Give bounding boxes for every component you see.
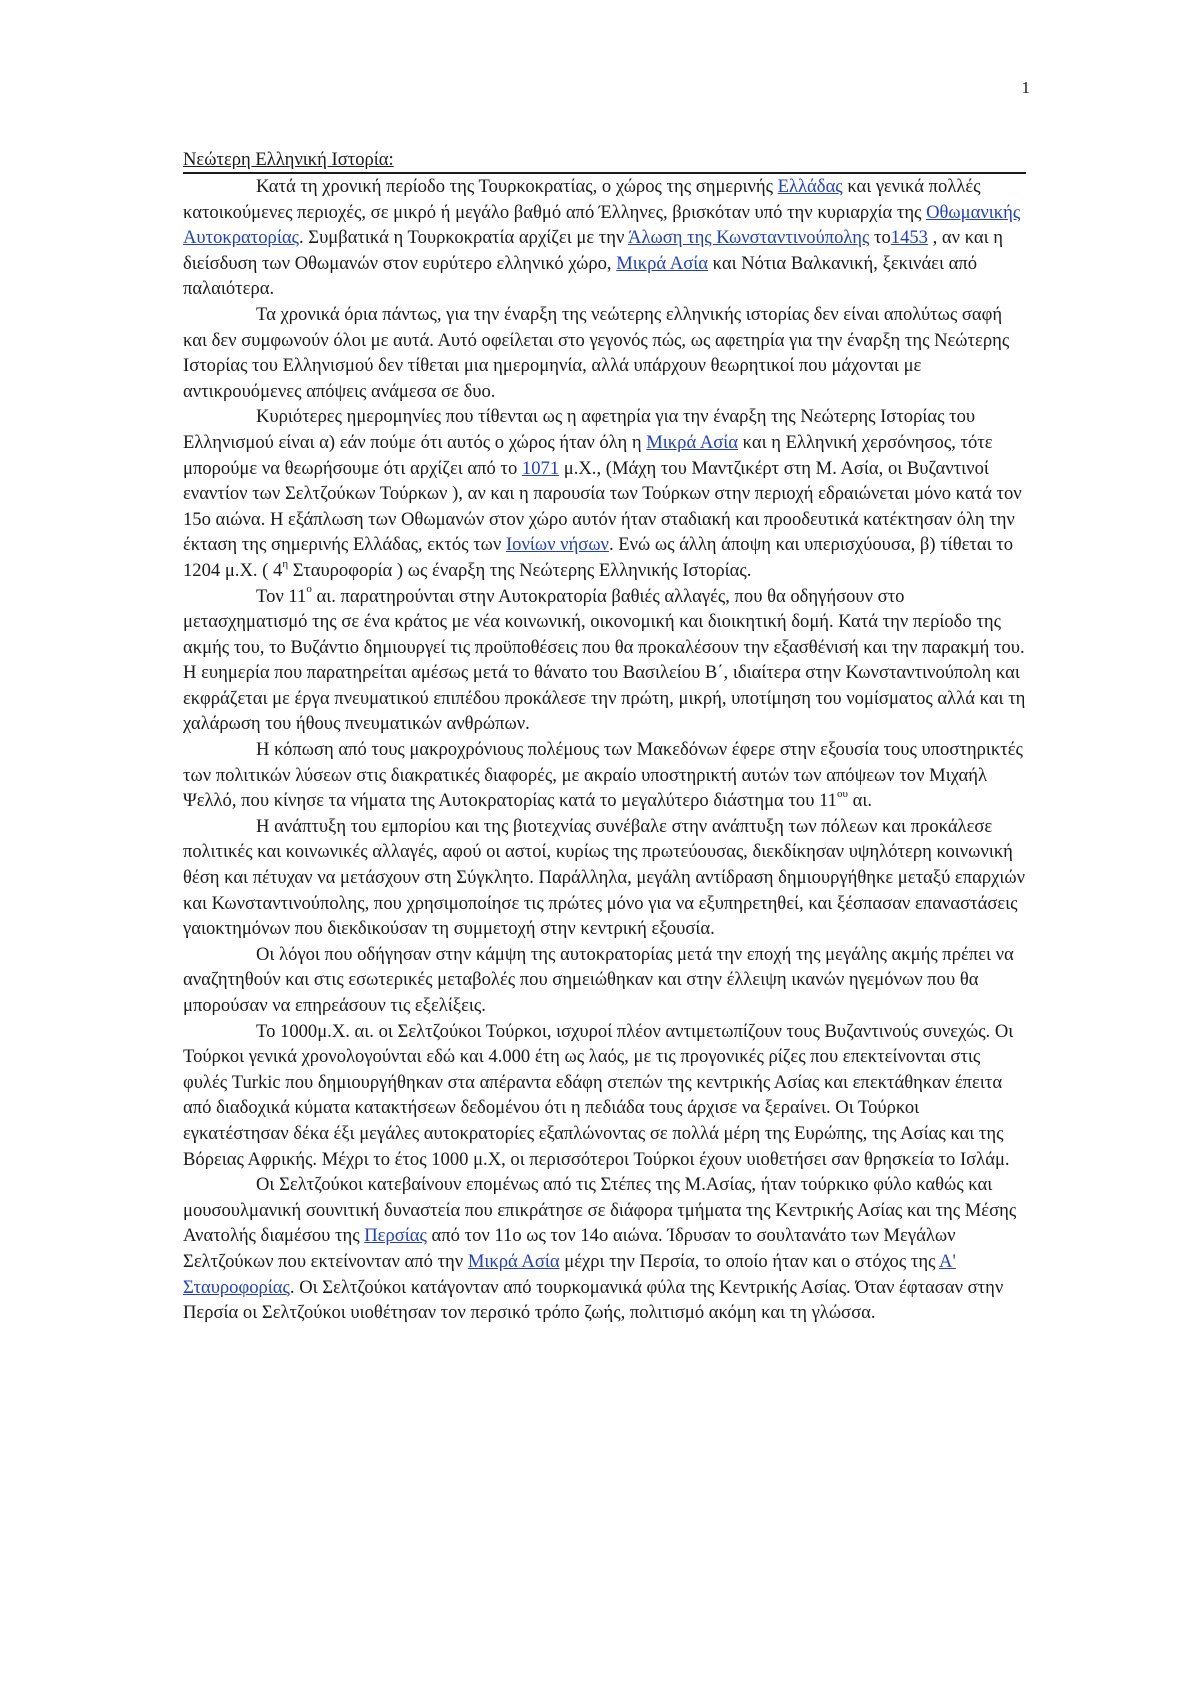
link-othomaniki-aftokratoria[interactable]: Οθωμανικής Αυτοκρατορίας <box>183 201 1021 249</box>
link-ionia-nisia[interactable]: Ιονίων νήσων <box>505 534 609 556</box>
link-alosi-konstantinoupolis[interactable]: Άλωση της Κωνσταντινούπολης <box>628 227 870 249</box>
link-mikra-asia[interactable]: Μικρά Ασία <box>646 431 739 453</box>
paragraph-8: Το 1000μ.Χ. αι. οι Σελτζούκοι Τούρκοι, ισχυροί πλέον αντιμετωπίζουν τους Βυζαντινούς συνεχώς. Οι Τούρκοι γενικά χρονολογούνται εδώ και 4.000 έτη ως λαός, με τις προγονικές ρίζες που επεκτείνονται στις φυλές Turkic που δημιουργήθηκαν στα απέραντα εδάφη στεπών της κεντρικής Ασίας και επεκτάθηκαν έπειτα από διαδοχικά κύματα κατακτήσεων δεδομένου ότι η πεδιάδα τους άρχισε να ξεραίνει. Οι Τούρκοι εγκατέστησαν δέκα έξι μεγάλες αυτοκρατορίες εξαπλώνοντας σε πολλά μέρη της Ευρώπης, της Ασίας και της Βόρειας Αφρικής. Μέχρι το έτος 1000 μ.Χ, οι περισσότεροι Τούρκοι έχουν υιοθετήσει σαν θρησκεία το Ισλάμ. <box>183 1020 1014 1170</box>
paragraph-2: Τα χρονικά όρια πάντως, για την έναρξη της νεώτερης ελληνικής ιστορίας δεν είναι απολύτως σαφή και δεν συμφωνούν όλοι με αυτά. Αυτό οφείλεται στο γεγονός πώς, ως αφετηρία για την έναρξη της Νεώτερης Ιστορίας του Ελληνισμού δεν τίθεται μια ημερομηνία, αλλά υπάρχουν θεωρητικοί που μάχονται με αντικρουόμενες απόψεις ανάμεσα σε δυο. <box>183 303 1010 402</box>
paragraph-1: Κατά τη χρονική περίοδο της Τουρκοκρατίας, ο χώρος της σημερινής Ελλάδας και γενικά πολλές κατοικούμενες περιοχές, σε μικρό ή μεγάλο βαθμό από Έλληνες, βρισκόταν υπό την κυριαρχία της Οθωμανικής Αυτοκρατορίας. Συμβατικά η Τουρκοκρατία αρχίζει με την Άλωση της Κωνσταντινούπολης το1453 , αν και η διείσδυση των Οθωμανών στον ευρύτερο ελληνικό χώρο, Μικρά Ασία και Νότια Βαλκανική, ξεκινάει από παλαιότερα. <box>183 176 1021 300</box>
link-1453[interactable]: 1453 <box>890 227 928 249</box>
paragraph-5: Η κόπωση από τους μακροχρόνιους πολέμους των Μακεδόνων έφερε στην εξουσία τους υποστηρικτές των πολιτικών λύσεων στις διακρατικές διαφορές, με ακραίο υποστηρικτή αυτών των απόψεων τον Μιχαήλ Ψελλό, που κίνησε τα νήματα της Αυτοκρατορίας κατά το μεγαλύτερο διάστημα του $11^{o\upsilon}$ αι. <box>183 739 1023 812</box>
paragraph-6: Η ανάπτυξη του εμπορίου και της βιοτεχνίας συνέβαλε στην ανάπτυξη των πόλεων και προκάλεσε πολιτικές και κοινωνικές αλλαγές, αφού οι αστοί, κυρίως της πρωτεύουσας, διεκδίκησαν υψηλότερη κοινωνική θέση και πέτυχαν να μετάσχουν στη Σύγκλητο. Παράλληλα, μεγάλη αντίδραση δημιουργήθηκε μεταξύ επαρχιών και Κωνσταντινούπολης, που χρησιμοποίησε τις πρώτες μόνο για να εξυπηρετηθεί, και ξέσπασαν επαναστάσεις γαιοκτημόνων που διεκδικούσαν τη συμμετοχή στην κεντρική εξουσία. <box>183 815 1026 940</box>
link-persia[interactable]: Περσίας <box>364 1225 427 1247</box>
page-number: 1 <box>1021 78 1030 97</box>
link-1071[interactable]: 1071 <box>521 457 560 479</box>
paragraph-4: Τον $11^o$ αι. παρατηρούνται στην Αυτοκρατορία βαθιές αλλαγές, που θα οδηγήσουν στο μετασχηματισμό της σε ένα κράτος με νέα κοινωνική, οικονομική και διοικητική δομή. Κατά την περίοδο της ακμής του, το Βυζάντιο δημιουργεί τις προϋποθέσεις που θα προκαλέσουν την εξασθένισή και την παρακμή του. Η ευημερία που παρατηρείται αμέσως μετά το θάνατο του Βασιλείου Β΄, ιδιαίτερα στην Κωνσταντινούπολη και εκφράζεται με έργα πνευματικού επιπέδου προκάλεσε την πρώτη, μικρή, υποτίμηση του νομίσματος αλλά και τη χαλάρωση του ήθους πνευματικών ανθρώπων. <box>183 583 1026 735</box>
document-body <box>183 148 1026 1326</box>
link-ellada[interactable]: Ελλάδας <box>777 176 843 197</box>
paragraph-3: Κυριότερες ημερομηνίες που τίθενται ως η αφετηρία για την έναρξη της Νεώτερης Ιστορίας του Ελληνισμού είναι α) εάν πούμε ότι αυτός ο χώρος ήταν όλη η Μικρά Ασία και η Ελληνική χερσόνησος, τότε μπορούμε να θεωρήσουμε ότι αρχίζει από το 1071 μ.Χ., (Μάχη του Μαντζικέρτ στη Μ. Ασία, οι Βυζαντινοί εναντίον των Σελτζούκων Τούρκων ), αν και η παρουσία των Τούρκων στην περιοχή εδραιώνεται μόνο κατά τον 15ο αιώνα. Η εξάπλωση των Οθωμανών στον χώρο αυτόν ήταν σταδιακή και προοδευτικά κατέκτησαν όλη την έκταση της σημερινής Ελλάδας, εκτός των Ιονίων νήσων. Ενώ ως άλλη άποψη και υπερισχύουσα, β) τίθεται το 1204 μ.Χ. ( $4^\eta$ Σταυροφορία ) ως έναρξη της Νεώτερης Ελληνικής Ιστορίας. <box>183 406 1022 581</box>
link-a-stavroforia[interactable]: Α' Σταυροφορίας <box>183 1250 956 1298</box>
link-mikra-asia[interactable]: Μικρά Ασία <box>616 252 708 274</box>
paragraph-9: Οι Σελτζούκοι κατεβαίνουν επομένως από τις Στέπες της Μ.Ασίας, ήταν τούρκικο φύλο καθώς και μουσουλμανική σουνιτική δυναστεία που επικράτησε σε διάφορα τμήματα της Κεντρικής Ασίας και της Μέσης Ανατολής διαμέσου της Περσίας από τον 11ο ως τον 14ο αιώνα. Ίδρυσαν το σουλτανάτο των Μεγάλων Σελτζούκων που εκτείνονταν από την Μικρά Ασία μέχρι την Περσία, το οποίο ήταν και ο στόχος της Α' Σταυροφορίας. Οι Σελτζούκοι κατάγονταν από τουρκομανικά φύλα της Κεντρικής Ασίας. Όταν έφτασαν στην Περσία οι Σελτζούκοι υιοθέτησαν τον περσικό τρόπο ζωής, πολιτισμό ακόμη και τη γλώσσα. <box>183 1174 1017 1324</box>
link-mikra-asia[interactable]: Μικρά Ασία <box>467 1250 560 1272</box>
paragraph-7: Οι λόγοι που οδήγησαν στην κάμψη της αυτοκρατορίας μετά την εποχή της μεγάλης ακμής πρέπει να αναζητηθούν και στις εσωτερικές μεταβολές που σημειώθηκαν και στην έλλειψη ικανών ηγεμόνων που θα μπορούσαν να επηρεάσουν τις εξελίξεις. <box>183 943 1014 1016</box>
page-title: Νεώτερη Ελληνική Ιστορία: <box>183 148 1026 174</box>
